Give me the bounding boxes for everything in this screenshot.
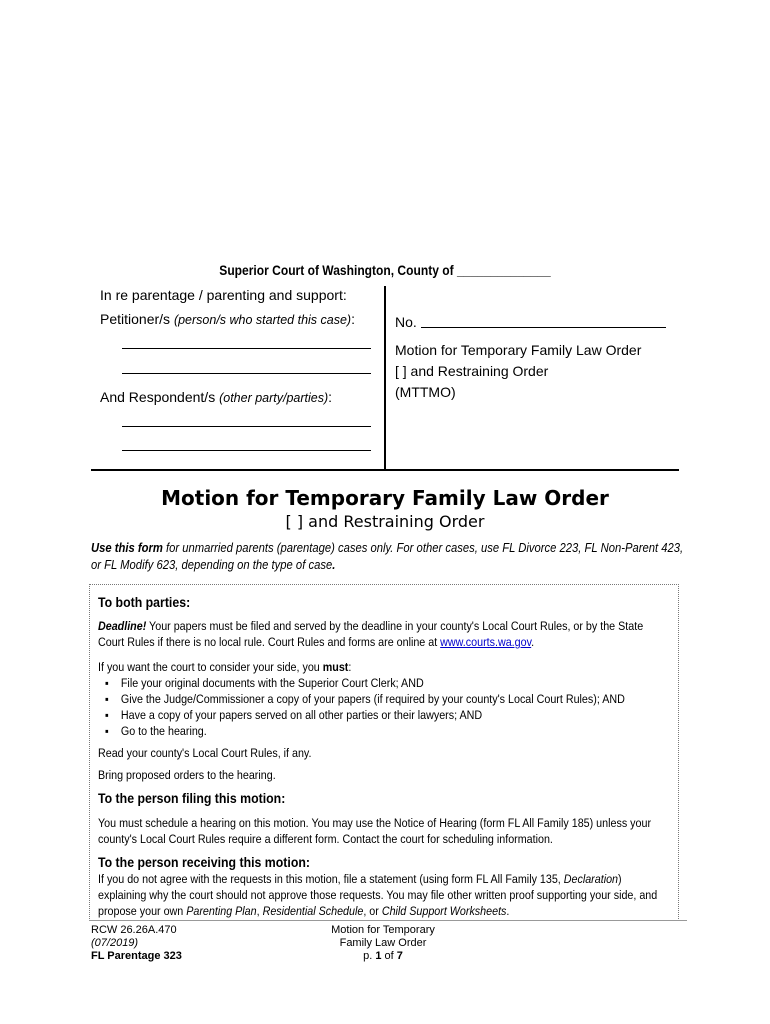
list-item: ▪ Go to the hearing. xyxy=(105,723,668,739)
consider-paragraph: If you want the court to consider your side, you must: xyxy=(98,660,352,674)
receiving-paragraph: If you do not agree with the requests in this motion, file a statement (using form FL All Family 135, Declaration) explaining why the court should not approve those requests. You may file other written proof supporting your side, and propose your own Parenting Plan, Residential Schedule, or Child Support Worksheets. xyxy=(98,872,658,918)
rcw-citation: RCW 26.26A.470 xyxy=(91,924,177,936)
caption-bottom-rule xyxy=(91,469,679,471)
list-item: ▪ Have a copy of your papers served on all other parties or their lawyers; AND xyxy=(105,707,668,723)
petitioner-hint: (person/s who started this case) xyxy=(173,313,352,327)
petitioner-blank-2[interactable] xyxy=(122,373,371,374)
respondent-label: And Respondent/s (other party/parties): xyxy=(100,389,333,405)
document-title: Motion for Temporary Family Law Order xyxy=(161,486,609,510)
caption-form-title: Motion for Temporary Family Law Order xyxy=(395,342,642,358)
footer-title-line2: Family Law Order xyxy=(339,937,427,949)
footer-title-line1: Motion for Temporary xyxy=(331,924,435,936)
petitioner-blank-1[interactable] xyxy=(122,348,371,349)
petitioner-label: Petitioner/s (person/s who started this case): xyxy=(100,311,355,327)
in-re-label: In re parentage / parenting and support: xyxy=(100,287,347,303)
form-date: (07/2019) xyxy=(91,937,139,949)
page-number: p. 1 of 7 xyxy=(363,950,403,962)
case-number-label: No. xyxy=(395,314,417,330)
case-caption xyxy=(91,286,679,470)
filing-paragraph: You must schedule a hearing on this motion. You may use the Notice of Hearing (form FL All Family 185) unless your county's Local Court Rules require a different form. Contact the court for scheduling information. xyxy=(98,816,652,846)
deadline-paragraph: Deadline! Your papers must be filed and served by the deadline in your county's Local Court Rules, or by the State Court Rules if there is no local rule. Court Rules and forms are online at www.courts.wa.gov. xyxy=(98,619,644,649)
instructions-box xyxy=(89,584,679,921)
respondent-blank-1[interactable] xyxy=(122,426,371,427)
caption-divider xyxy=(384,286,386,470)
filing-heading: To the person filing this motion: xyxy=(98,790,286,806)
respondent-blank-2[interactable] xyxy=(122,450,371,451)
both-parties-heading: To both parties: xyxy=(98,594,191,610)
form-number: FL Parentage 323 xyxy=(91,950,182,962)
footer-center xyxy=(295,924,471,963)
requirements-list xyxy=(98,675,668,739)
page-footer xyxy=(89,920,687,962)
courts-website-link[interactable]: www.courts.wa.gov xyxy=(440,635,532,649)
read-rules-note: Read your county's Local Court Rules, if any. xyxy=(98,746,312,760)
list-item: ▪ File your original documents with the Superior Court Clerk; AND xyxy=(105,675,668,691)
caption-form-code: (MTTMO) xyxy=(395,384,456,400)
usage-note: Use this form for unmarried parents (parentage) cases only. For other cases, use FL Divorce 223, FL Non-Parent 423, or FL Modify 623, depending on the type of case. xyxy=(91,541,684,572)
court-title: Superior Court of Washington, County of ______________ xyxy=(219,262,551,278)
case-number-field[interactable] xyxy=(421,327,666,328)
receiving-heading: To the person receiving this motion: xyxy=(98,854,310,870)
caption-restraining-option: [ ] and Restraining Order xyxy=(395,363,549,379)
footer-left xyxy=(91,924,182,963)
document-subtitle: [ ] and Restraining Order xyxy=(285,512,485,531)
bring-orders-note: Bring proposed orders to the hearing. xyxy=(98,768,276,782)
list-item: ▪ Give the Judge/Commissioner a copy of your papers (if required by your county's Local Court Rules); AND xyxy=(105,691,668,707)
respondent-hint: (other party/parties) xyxy=(219,391,329,405)
